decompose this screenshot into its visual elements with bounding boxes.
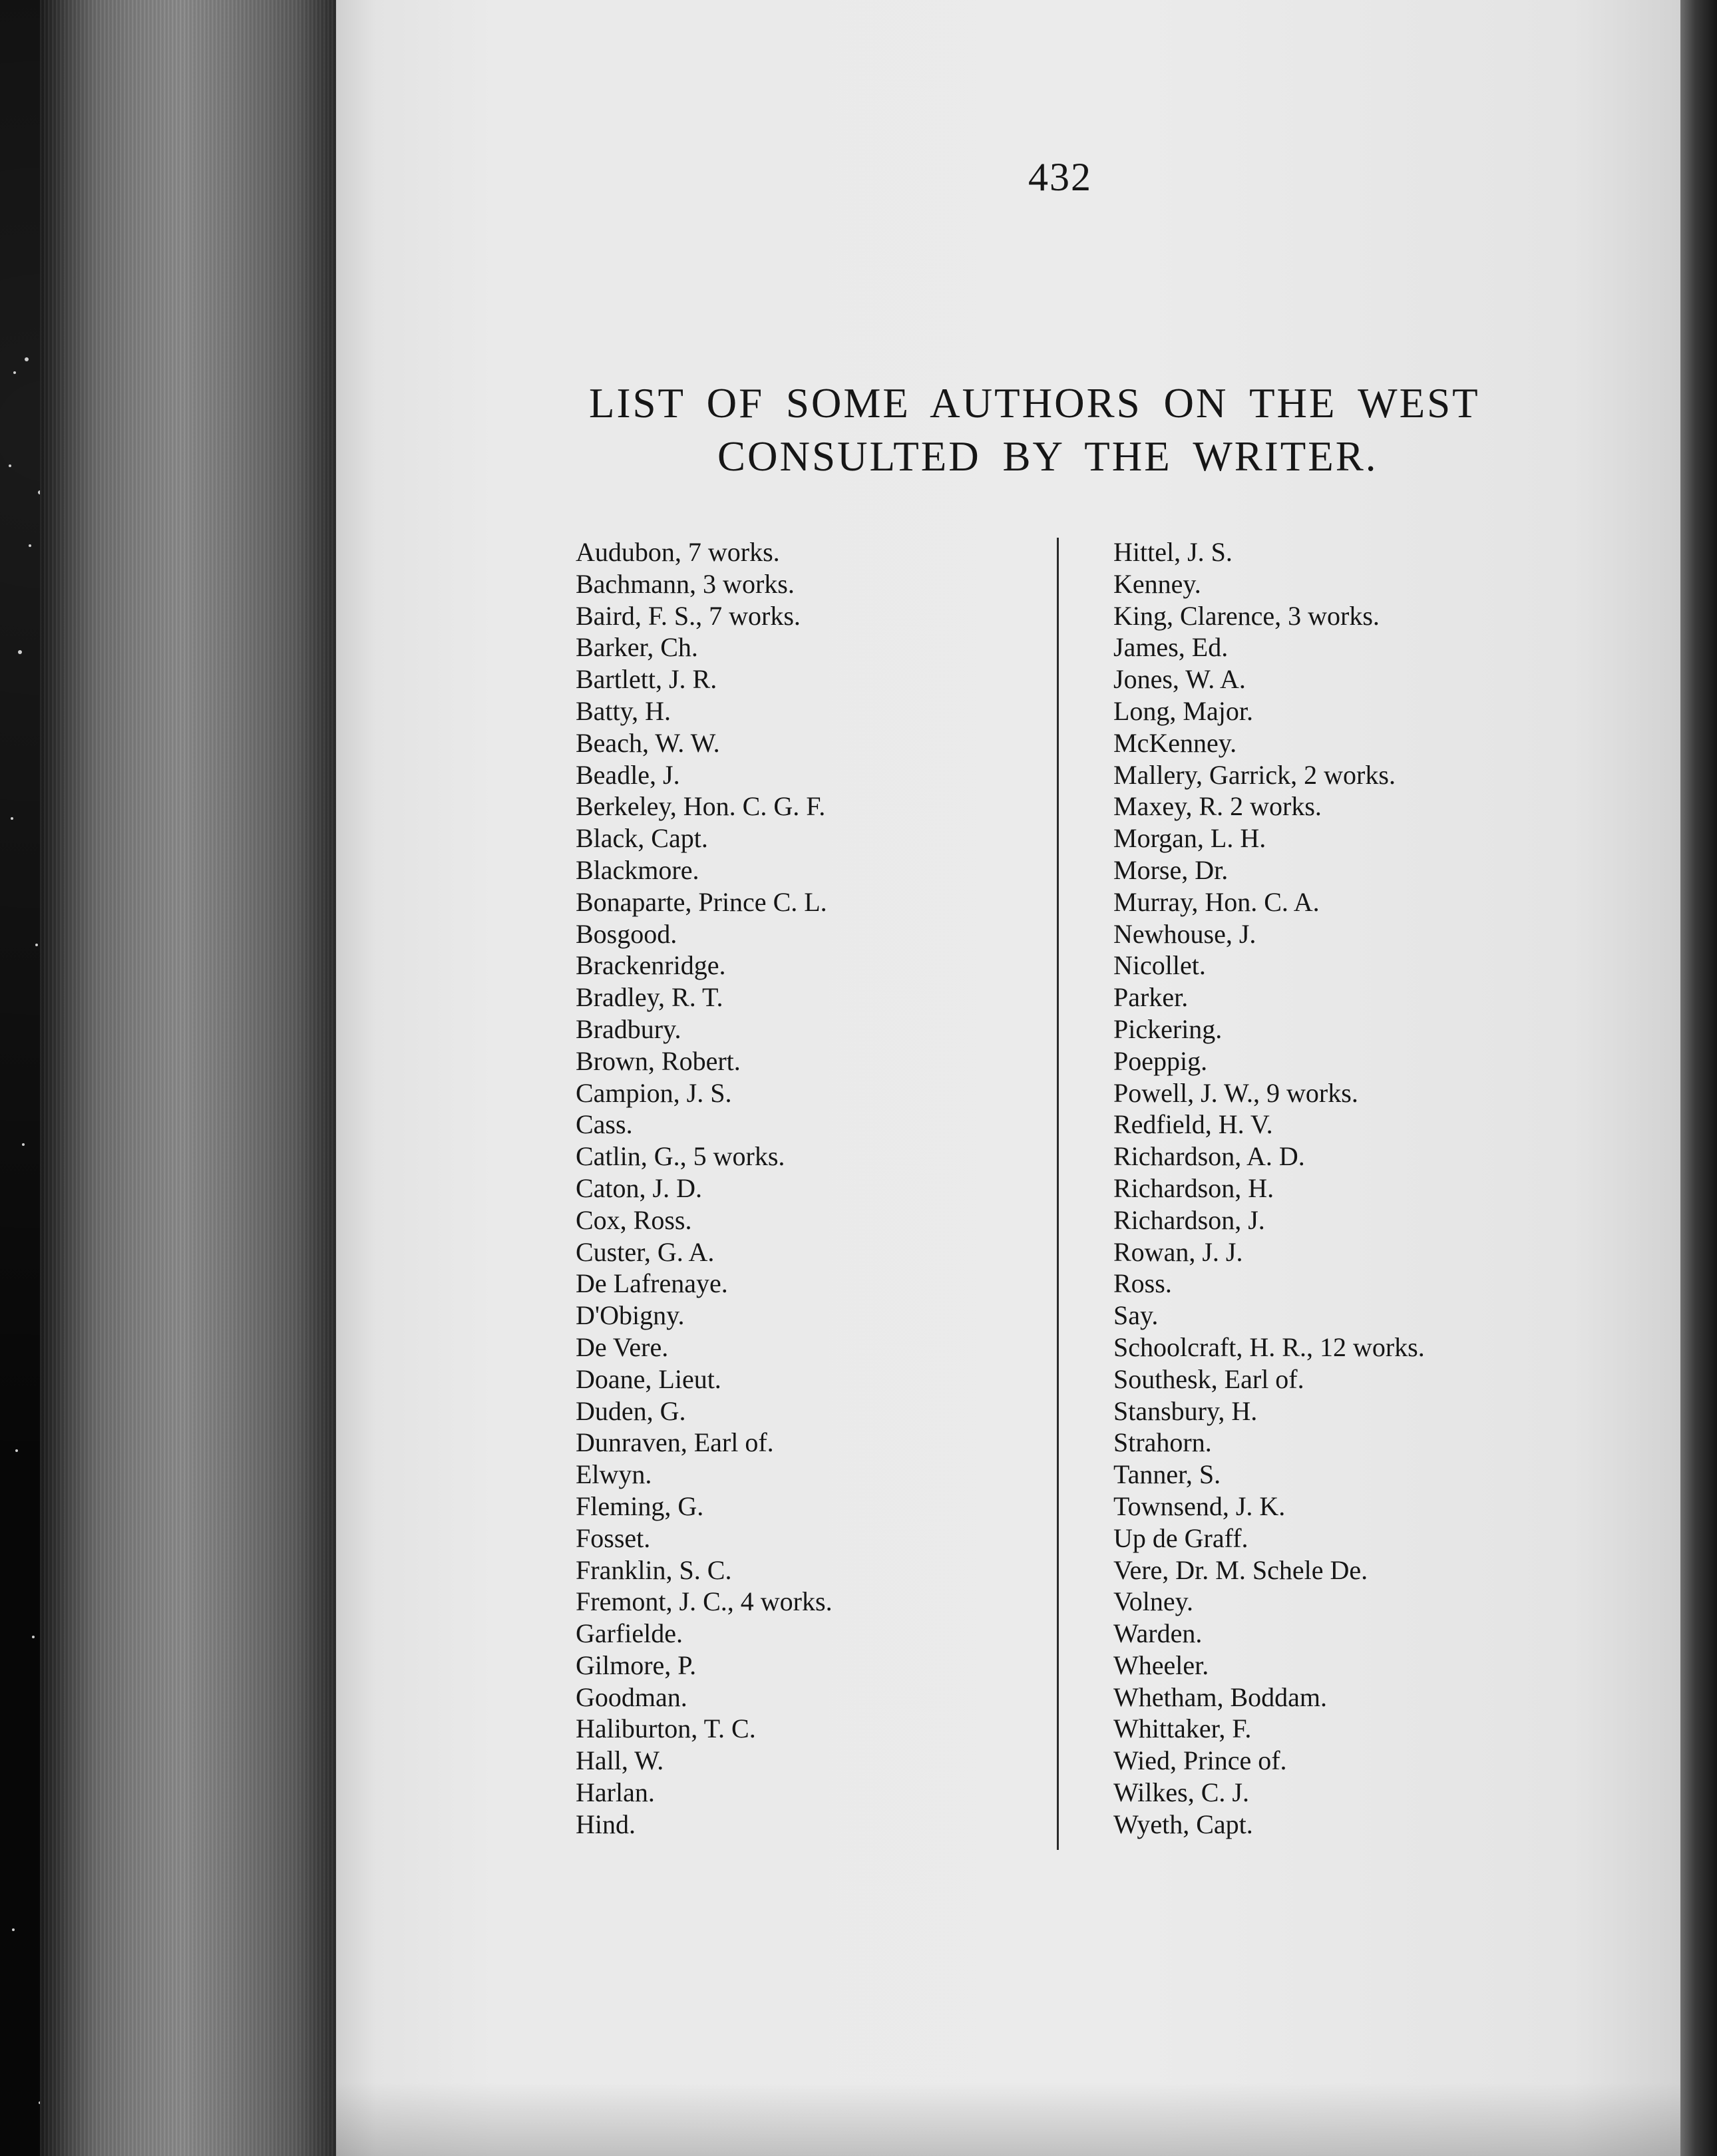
author-entry: Wied, Prince of. bbox=[1113, 1745, 1287, 1776]
author-entry: Audubon, 7 works. bbox=[576, 537, 780, 567]
author-entry: Richardson, A. D. bbox=[1113, 1141, 1305, 1172]
author-list-left bbox=[576, 536, 1042, 1841]
heading-line-2: CONSULTED BY THE WRITER. bbox=[717, 433, 1378, 480]
author-entry: King, Clarence, 3 works. bbox=[1113, 600, 1380, 631]
author-entry: Townsend, J. K. bbox=[1113, 1491, 1286, 1521]
author-entry: Cass. bbox=[576, 1109, 633, 1140]
author-entry: D'Obigny. bbox=[576, 1300, 685, 1331]
author-entry: Brackenridge. bbox=[576, 950, 726, 981]
author-entry: Richardson, J. bbox=[1113, 1204, 1265, 1235]
author-entry: Beach, W. W. bbox=[576, 727, 720, 758]
author-entry: Tanner, S. bbox=[1113, 1459, 1221, 1490]
author-entry: Fosset. bbox=[576, 1523, 651, 1553]
author-entry: Newhouse, J. bbox=[1113, 918, 1256, 949]
author-entry: Beadle, J. bbox=[576, 759, 680, 790]
author-entry: Vere, Dr. M. Schele De. bbox=[1113, 1554, 1368, 1585]
author-entry: Up de Graff. bbox=[1113, 1523, 1248, 1553]
author-entry: Blackmore. bbox=[576, 854, 699, 885]
author-entry: Cox, Ross. bbox=[576, 1204, 692, 1235]
page-block-edge bbox=[40, 0, 353, 2156]
author-entry: Hall, W. bbox=[576, 1745, 664, 1776]
author-entry: Hind. bbox=[576, 1809, 636, 1839]
author-entry: Warden. bbox=[1113, 1618, 1203, 1649]
author-entry: Harlan. bbox=[576, 1777, 655, 1808]
author-entry: Pickering. bbox=[1113, 1013, 1223, 1044]
author-entry: Long, Major. bbox=[1113, 695, 1253, 726]
author-entry: Catlin, G., 5 works. bbox=[576, 1141, 785, 1172]
author-entry: Bosgood. bbox=[576, 918, 677, 949]
heading-line-1: LIST OF SOME AUTHORS ON THE WEST bbox=[589, 380, 1480, 427]
author-entry: Doane, Lieut. bbox=[576, 1363, 721, 1394]
author-entry: Custer, G. A. bbox=[576, 1236, 715, 1267]
author-entry: Campion, J. S. bbox=[576, 1077, 732, 1108]
page-bottom-shadow bbox=[336, 2083, 1680, 2156]
author-entry: Duden, G. bbox=[576, 1395, 686, 1426]
author-list-right bbox=[1113, 536, 1632, 1841]
author-entry: Morgan, L. H. bbox=[1113, 823, 1266, 854]
author-entry: Murray, Hon. C. A. bbox=[1113, 886, 1320, 917]
page-number: 432 bbox=[1028, 155, 1092, 199]
author-entry: Hittel, J. S. bbox=[1113, 537, 1233, 567]
author-entry: Redfield, H. V. bbox=[1113, 1109, 1273, 1140]
author-entry: Barker, Ch. bbox=[576, 632, 698, 663]
author-entry: Bradley, R. T. bbox=[576, 982, 723, 1013]
author-entry: Nicollet. bbox=[1113, 950, 1206, 981]
author-entry: Jones, W. A. bbox=[1113, 664, 1246, 695]
author-entry: Fremont, J. C., 4 works. bbox=[576, 1586, 833, 1617]
column-divider bbox=[1057, 538, 1059, 1850]
author-entry: Mallery, Garrick, 2 works. bbox=[1113, 759, 1396, 790]
author-entry: Baird, F. S., 7 works. bbox=[576, 600, 801, 631]
author-entry: Goodman. bbox=[576, 1682, 687, 1712]
author-entry: Bachmann, 3 works. bbox=[576, 568, 795, 599]
author-entry: Kenney. bbox=[1113, 568, 1201, 599]
author-entry: Southesk, Earl of. bbox=[1113, 1363, 1304, 1394]
author-entry: Franklin, S. C. bbox=[576, 1554, 732, 1585]
author-entry: Volney. bbox=[1113, 1586, 1193, 1617]
author-entry: Poeppig. bbox=[1113, 1045, 1208, 1076]
author-entry: Fleming, G. bbox=[576, 1491, 704, 1521]
author-entry: Parker. bbox=[1113, 982, 1189, 1013]
author-entry: Dunraven, Earl of. bbox=[576, 1427, 774, 1458]
author-entry: James, Ed. bbox=[1113, 632, 1229, 663]
author-entry: De Vere. bbox=[576, 1332, 669, 1362]
author-entry: Batty, H. bbox=[576, 695, 671, 726]
author-entry: Powell, J. W., 9 works. bbox=[1113, 1077, 1358, 1108]
author-entry: Bonaparte, Prince C. L. bbox=[576, 886, 827, 917]
author-entry: Richardson, H. bbox=[1113, 1172, 1274, 1203]
author-entry: Brown, Robert. bbox=[576, 1045, 741, 1076]
author-entry: Gilmore, P. bbox=[576, 1650, 697, 1680]
author-entry: McKenney. bbox=[1113, 727, 1237, 758]
author-entry: Say. bbox=[1113, 1300, 1159, 1331]
author-entry: Wyeth, Capt. bbox=[1113, 1809, 1253, 1839]
author-entry: Bradbury. bbox=[576, 1013, 681, 1044]
author-entry: Maxey, R. 2 works. bbox=[1113, 791, 1322, 822]
author-entry: Morse, Dr. bbox=[1113, 854, 1229, 885]
author-entry: Elwyn. bbox=[576, 1459, 652, 1490]
author-entry: Rowan, J. J. bbox=[1113, 1236, 1243, 1267]
author-entry: Bartlett, J. R. bbox=[576, 664, 717, 695]
author-entry: Wheeler. bbox=[1113, 1650, 1209, 1680]
author-entry: Whittaker, F. bbox=[1113, 1713, 1252, 1744]
author-entry: Wilkes, C. J. bbox=[1113, 1777, 1249, 1808]
author-entry: De Lafrenaye. bbox=[576, 1268, 728, 1299]
author-entry: Caton, J. D. bbox=[576, 1172, 702, 1203]
author-entry: Ross. bbox=[1113, 1268, 1172, 1299]
author-entry: Haliburton, T. C. bbox=[576, 1713, 756, 1744]
author-entry: Garfielde. bbox=[576, 1618, 683, 1649]
author-entry: Berkeley, Hon. C. G. F. bbox=[576, 791, 826, 822]
author-entry: Stansbury, H. bbox=[1113, 1395, 1258, 1426]
right-page-edge bbox=[1680, 0, 1717, 2156]
author-entry: Strahorn. bbox=[1113, 1427, 1212, 1458]
author-entry: Whetham, Boddam. bbox=[1113, 1682, 1328, 1712]
author-entry: Black, Capt. bbox=[576, 823, 708, 854]
author-entry: Schoolcraft, H. R., 12 works. bbox=[1113, 1332, 1425, 1362]
